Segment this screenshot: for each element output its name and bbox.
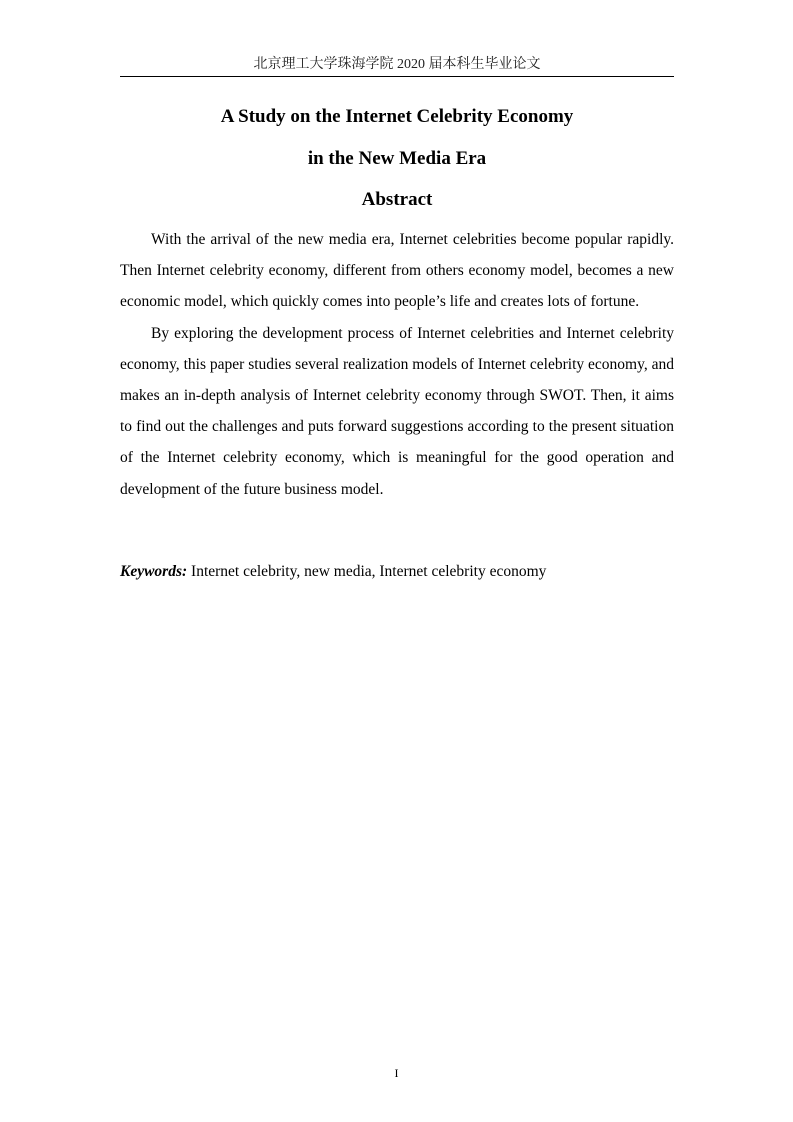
abstract-paragraph-1: With the arrival of the new media era, Internet celebrities become popular rapidly. Then Internet celebrity economy, different from others economy model, becomes a new economic model, which quickly comes into people’s life and creates lots of fortune. [120,231,674,311]
page-header: 北京理工大学珠海学院 2020 届本科生毕业论文 [120,54,674,77]
keywords-label: Keywords: [120,563,188,580]
keywords-text: Internet celebrity, new media, Internet celebrity economy [187,563,547,580]
abstract-body [120,224,674,505]
page-number: I [394,1066,399,1080]
paper-title-line-1: A Study on the Internet Celebrity Economy [220,106,574,127]
abstract-paragraph-2: By exploring the development process of Internet celebrities and Internet celebrity economy, this paper studies several realization models of Internet celebrity economy, and makes an in-depth analysis of Internet celebrity economy through SWOT. Then, it aims to find out the challenges and puts forward suggestions according to the present situation of the Internet celebrity economy, which is meaningful for the good operation and development of the future business model. [120,324,674,498]
keywords-line [120,560,674,584]
paper-title-line-2: in the New Media Era [307,148,487,169]
abstract-heading: Abstract [361,189,433,210]
